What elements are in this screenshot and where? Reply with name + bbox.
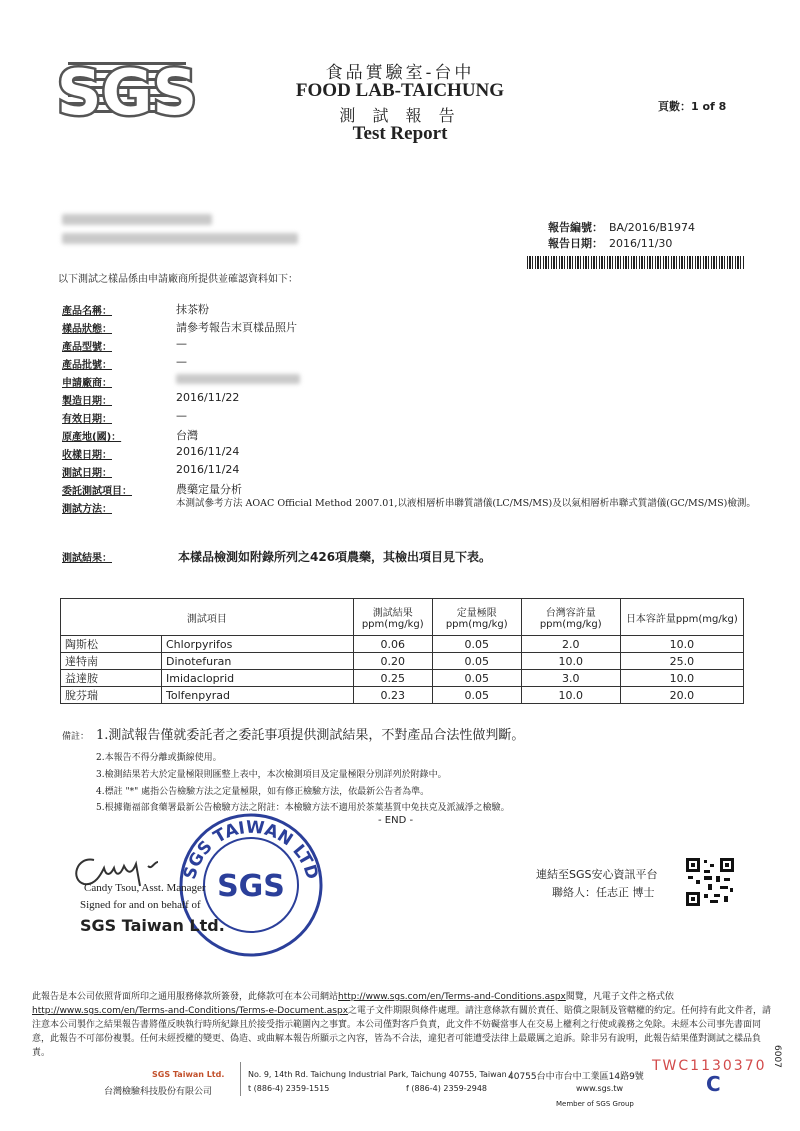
table-row [61,636,744,653]
report-number-value: BA/2016/B1974 [609,221,696,234]
field-label-model: 產品型號： [62,342,112,353]
terms-link-1[interactable]: http://www.sgs.com/en/Terms-and-Conditions.aspx [338,992,566,1002]
result-label: 測試結果： [62,553,112,564]
note-1: 1.測試報告僅就委託者之委託事項提供測試結果，不對產品合法性做判斷。 [96,728,525,743]
field-label-test-date: 測試日期： [62,468,112,479]
cell-en: Tolfenpyrad [162,687,354,704]
terms-text-2: 閱覽，凡電子文件之格式依 [565,992,674,1002]
field-value-mfg-date: 2016/11/22 [176,391,240,404]
redacted-client-name [62,214,212,225]
cell-cn: 陶斯松 [61,636,162,653]
note-2: 2.本報告不得分離或撕線使用。 [96,753,222,763]
seal-center-text: SGS [217,869,285,904]
page-label: 頁數： [658,100,691,113]
report-number [548,219,695,235]
footer-member: Member of SGS Group [556,1100,634,1108]
lab-title-en: FOOD LAB-TAICHUNG [295,80,505,101]
cell-tw: 2.0 [521,636,620,653]
th-tw-mrl: 台灣容許量 ppm(mg/kg) [521,599,620,636]
report-date [548,235,672,251]
field-value-model: — [176,337,187,350]
page-value: 1 of 8 [691,100,727,113]
terms-link-2[interactable]: http://www.sgs.com/en/Terms-and-Conditions/Terms-e-Document.aspx [32,1006,349,1016]
report-date-label: 報告日期： [548,237,603,250]
method-text: 本測試參考方法 AOAC Official Method 2007.01,以液相層析串聯質譜儀(LC/MS/MS)及以氣相層析串聯式質譜儀(GC/MS/MS)檢測。 [176,498,756,509]
cell-jp: 10.0 [620,670,743,687]
note-4: 4.標註 "*" 處指公告檢驗方法之定量極限，如有修正檢驗方法，依最新公告者為準。 [96,787,430,797]
redacted-client-address [62,233,298,244]
field-label-sample-state: 樣品狀態： [62,324,112,335]
footer-web[interactable]: www.sgs.tw [576,1084,624,1093]
footer-company-en: SGS Taiwan Ltd. [152,1070,225,1079]
cell-loq: 0.05 [432,636,521,653]
notes-label: 備註： [62,732,90,742]
field-label-received: 收樣日期： [62,450,112,461]
cell-result: 0.25 [353,670,432,687]
note-3: 3.檢測結果若大於定量極限則匯整上表中，本次檢測項目及定量極限分別詳列於附錄中。 [96,770,447,780]
cell-en: Imidacloprid [162,670,354,687]
field-label-test-item: 委託測試項目： [62,486,132,497]
cell-jp: 10.0 [620,636,743,653]
terms-text-3: 之電子文件期限與條件處理。請注意條款有關於責任、賠償之限制及管轄權的約定。任何持有此文件者，請注意本公司製作之結果報告書將僅反映執行時所紀錄且於接受指示範圍內之事實。本公司僅對客戶負責，此文件不妨礙當事人在交易上權利之行使或義務之免除。未經本公司事先書面同意，此報告不可部份複製。任何未經授權的變更、偽造、或曲解本報告所顯示之內容，皆為不合法，違犯者可能遭受法律上最嚴厲之追訴。除非另有說明，此報告結果僅對測試之樣品負責。 [32,1006,772,1058]
report-title-cn: 測 試 報 告 [339,106,461,125]
cell-loq: 0.05 [432,653,521,670]
field-value-product-name: 抹茶粉 [176,303,209,316]
cell-tw: 10.0 [521,687,620,704]
th-test-item: 測試項目 [61,599,354,636]
report-date-value: 2016/11/30 [609,237,673,250]
footer-tel: t (886-4) 2359-1515 [248,1084,330,1093]
barcode [527,256,745,269]
field-value-sample-state: 請參考報告末頁樣品照片 [176,321,297,334]
cell-jp: 25.0 [620,653,743,670]
cell-cn: 達特南 [61,653,162,670]
footer-company-cn: 台灣檢驗科技股份有限公司 [104,1087,213,1097]
field-label-origin: 原產地(國)： [62,432,122,443]
cell-result: 0.23 [353,687,432,704]
signer-name: Candy Tsou, Asst. Manager [84,882,206,894]
cell-tw: 10.0 [521,653,620,670]
cell-cn: 脫芬瑞 [61,687,162,704]
intro-text: 以下測試之樣品係由申請廠商所提供並確認資料如下： [58,274,298,285]
field-label-batch: 產品批號： [62,360,112,371]
field-label-expiry: 有效日期： [62,414,112,425]
side-code: 6007 [772,1045,782,1068]
end-marker: - END - [378,815,414,826]
field-value-batch: — [176,355,187,368]
redacted-applicant [176,374,300,384]
report-title-en: Test Report [352,123,448,144]
th-jp-mrl: 日本容許量ppm(mg/kg) [620,599,743,636]
method-label: 測試方法： [62,504,112,515]
th-result: 測試結果 ppm(mg/kg) [353,599,432,636]
table-row [61,653,744,670]
cell-result: 0.20 [353,653,432,670]
terms-paragraph [32,990,772,1060]
c-mark: C [706,1072,721,1096]
cell-result: 0.06 [353,636,432,653]
cell-loq: 0.05 [432,687,521,704]
field-value-origin: 台灣 [176,429,198,442]
sgs-logo [56,56,198,129]
table-row [61,670,744,687]
result-summary: 本樣品檢測如附錄所列之426項農藥，其檢出項目見下表。 [178,550,492,564]
verify-platform: 連結至SGS安心資訊平台 [536,868,658,881]
field-label-mfg-date: 製造日期： [62,396,112,407]
field-label-product-name: 產品名稱： [62,306,112,317]
logo-text: SGS [56,56,198,129]
terms-text-1: 此報告是本公司依照背面所印之通用服務條款所簽發，此條款可在本公司網站 [32,992,339,1002]
footer-address-en: No. 9, 14th Rd. Taichung Industrial Park, Taichung 40755, Taiwan / [248,1070,512,1079]
field-value-received: 2016/11/24 [176,445,240,458]
serial-number: TWC1130370 [652,1058,767,1074]
footer-fax: f (886-4) 2359-2948 [406,1084,487,1093]
seal-arc-text: SGS TAIWAN LTD [180,817,322,882]
field-value-test-item: 農藥定量分析 [176,483,242,496]
results-table [60,598,744,704]
footer-address-cn: 40755台中市台中工業區14路9號 [508,1072,644,1082]
field-value-test-date: 2016/11/24 [176,463,240,476]
note-5: 5.根據衛福部食藥署最新公告檢驗方法之附註：本檢驗方法不適用於茶葉基質中免扶克及派滅淨之檢驗。 [96,803,510,813]
field-label-applicant: 申請廠商： [62,378,112,389]
th-loq: 定量極限 ppm(mg/kg) [432,599,521,636]
lab-title-cn: 食品實驗室-台中 [325,63,475,83]
page-number [658,98,726,114]
report-number-label: 報告編號： [548,221,603,234]
cell-en: Dinotefuran [162,653,354,670]
company-name: SGS Taiwan Ltd. [80,916,225,935]
qr-code-icon[interactable] [686,858,734,906]
verify-contact: 聯絡人：任志正 博士 [552,886,655,899]
cell-cn: 益達胺 [61,670,162,687]
cell-tw: 3.0 [521,670,620,687]
signed-for: Signed for and on behalf of [80,899,201,911]
footer-divider [240,1062,241,1096]
cell-jp: 20.0 [620,687,743,704]
table-row [61,687,744,704]
cell-en: Chlorpyrifos [162,636,354,653]
field-value-expiry: — [176,409,187,422]
cell-loq: 0.05 [432,670,521,687]
